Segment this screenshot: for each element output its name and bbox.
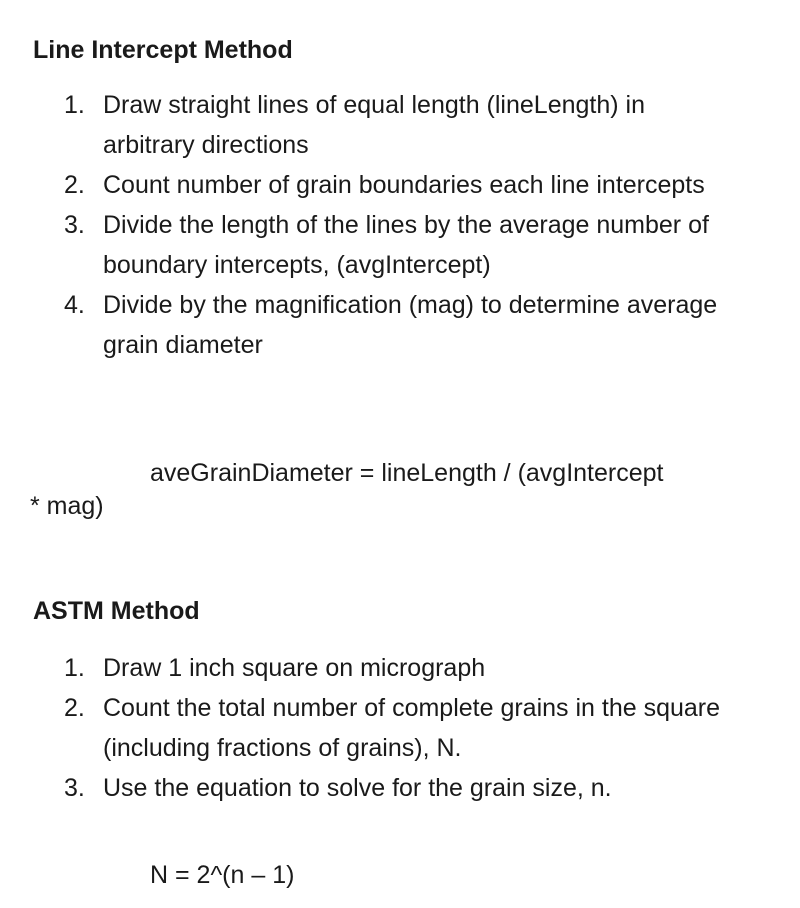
line-intercept-steps (0, 85, 800, 365)
step-number: 1. (64, 654, 85, 682)
line-intercept-heading: Line Intercept Method (33, 36, 293, 64)
step-text: Count the total number of complete grains in the square (including fractions of grains), N. (103, 694, 721, 762)
list-item (0, 768, 723, 808)
step-text: Count number of grain boundaries each line intercepts (103, 171, 705, 199)
list-item (0, 165, 723, 205)
step-text: Divide the length of the lines by the average number of boundary intercepts, (avgIntercept) (103, 211, 709, 279)
step-text: Divide by the magnification (mag) to determine average grain diameter (103, 291, 718, 359)
step-number: 3. (64, 211, 85, 239)
list-item (0, 205, 723, 285)
step-number: 2. (64, 171, 85, 199)
astm-method-heading: ASTM Method (33, 597, 200, 625)
step-number: 3. (64, 774, 85, 802)
grain-size-equation: N = 2^(n – 1) (150, 861, 295, 889)
list-item (0, 285, 723, 365)
step-number: 1. (64, 91, 85, 119)
step-number: 2. (64, 694, 85, 722)
grain-diameter-equation: aveGrainDiameter = lineLength / (avgIntercept (150, 459, 664, 487)
step-number: 4. (64, 291, 85, 319)
grain-diameter-equation-continued: * mag) (30, 492, 104, 520)
list-item (0, 85, 723, 165)
list-item (0, 688, 723, 768)
astm-method-steps (0, 648, 800, 808)
list-item (0, 648, 723, 688)
step-text: Draw straight lines of equal length (lineLength) in arbitrary directions (103, 91, 645, 159)
step-text: Draw 1 inch square on micrograph (103, 654, 486, 682)
step-text: Use the equation to solve for the grain size, n. (103, 774, 612, 802)
